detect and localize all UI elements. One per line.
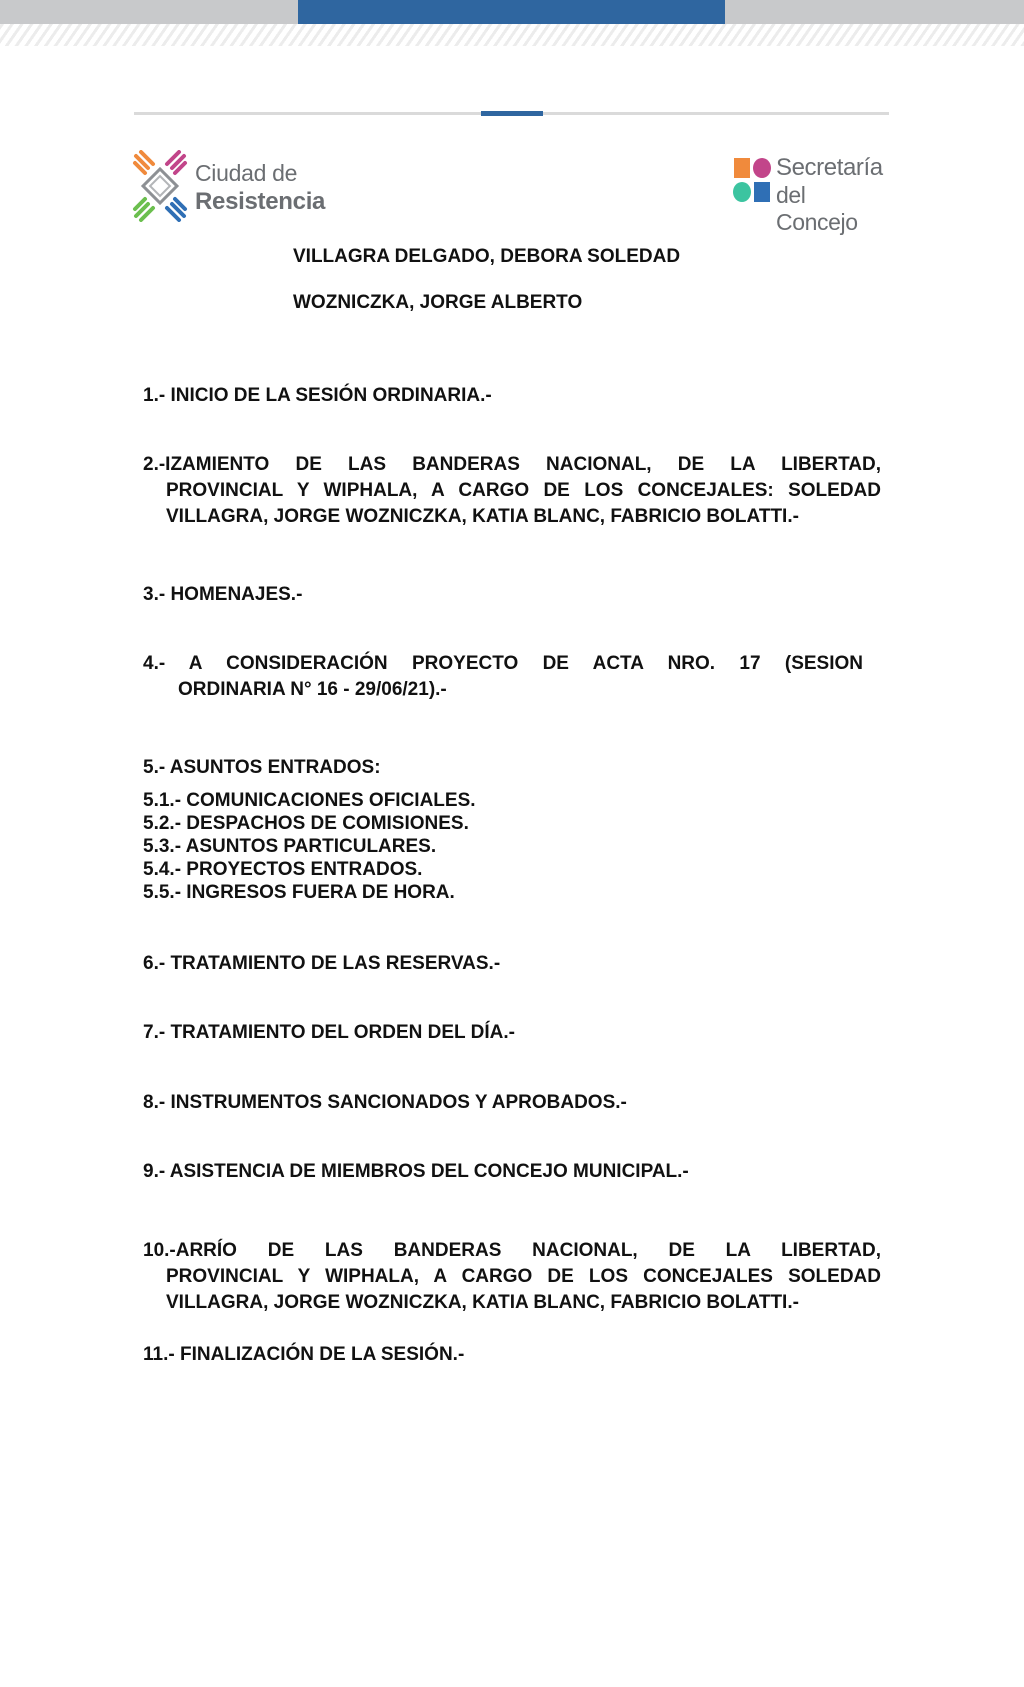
- logo-right-line1: Secretaría: [776, 154, 883, 181]
- agenda-item-6: 6.- TRATAMIENTO DE LAS RESERVAS.-: [143, 953, 501, 974]
- agenda-subitem: 5.3.- ASUNTOS PARTICULARES.: [143, 836, 437, 857]
- agenda-item-8: 8.- INSTRUMENTOS SANCIONADOS Y APROBADOS.-: [143, 1092, 627, 1113]
- agenda-item-4-line: ORDINARIA N° 16 - 29/06/21).-: [178, 679, 447, 700]
- logo-left-line1: Ciudad de: [195, 160, 298, 186]
- agenda-item-2: [143, 452, 881, 530]
- orange-square-icon: [734, 158, 750, 178]
- header-rule-accent: [481, 111, 543, 116]
- agenda-subitem: 5.4.- PROYECTOS ENTRADOS.: [143, 859, 423, 880]
- ciudad-de-resistencia-logo: [132, 150, 332, 226]
- teal-circle-icon: [733, 182, 751, 202]
- agenda-subitem: 5.5.- INGRESOS FUERA DE HORA.: [143, 882, 455, 903]
- agenda-item-5: 5.- ASUNTOS ENTRADOS:: [143, 757, 381, 778]
- agenda-item-2-line: PROVINCIAL Y WIPHALA, A CARGO DE LOS CONCEJALES: SOLEDAD: [166, 480, 881, 501]
- agenda-subitem: 5.2.- DESPACHOS DE COMISIONES.: [143, 813, 469, 834]
- agenda-item-7: 7.- TRATAMIENTO DEL ORDEN DEL DÍA.-: [143, 1022, 515, 1043]
- agenda-subitem: 5.1.- COMUNICACIONES OFICIALES.: [143, 790, 476, 811]
- header-rule: [134, 112, 889, 115]
- agenda-item-10-line: PROVINCIAL Y WIPHALA, A CARGO DE LOS CONCEJALES SOLEDAD: [166, 1266, 881, 1287]
- agenda-item-10-line: 10.-ARRÍO DE LAS BANDERAS NACIONAL, DE LA LIBERTAD,: [143, 1240, 881, 1261]
- logo-left-line2: Resistencia: [195, 188, 326, 215]
- agenda-item-9: 9.- ASISTENCIA DE MIEMBROS DEL CONCEJO MUNICIPAL.-: [143, 1161, 689, 1182]
- agenda-item-2-line: VILLAGRA, JORGE WOZNICZKA, KATIA BLANC, FABRICIO BOLATTI.-: [166, 506, 799, 527]
- agenda-item-3: 3.- HOMENAJES.-: [143, 584, 303, 605]
- top-bar-accent: [298, 0, 725, 24]
- agenda-item-4-line: 4.- A CONSIDERACIÓN PROYECTO DE ACTA NRO. 17 (SESION: [143, 653, 863, 674]
- agenda-item-10: [143, 1238, 881, 1316]
- logo-right-line2: del Concejo: [776, 182, 858, 235]
- resistencia-emblem-icon: [132, 150, 188, 222]
- attendee-name: WOZNICZKA, JORGE ALBERTO: [293, 292, 583, 313]
- agenda-item-5-subitems: [143, 789, 476, 904]
- top-decorative-bar: [0, 0, 1024, 24]
- agenda-item-2-line: 2.-IZAMIENTO DE LAS BANDERAS NACIONAL, DE LA LIBERTAD,: [143, 454, 881, 475]
- agenda-item-4: [143, 651, 863, 703]
- attendee-name: VILLAGRA DELGADO, DEBORA SOLEDAD: [293, 246, 681, 267]
- agenda-item-10-line: VILLAGRA, JORGE WOZNICZKA, KATIA BLANC, FABRICIO BOLATTI.-: [166, 1292, 799, 1313]
- blue-square-icon: [754, 182, 770, 202]
- secretaria-del-concejo-logo: [732, 154, 892, 235]
- hatched-band: [0, 24, 1024, 46]
- agenda-item-1: 1.- INICIO DE LA SESIÓN ORDINARIA.-: [143, 385, 492, 406]
- magenta-circle-icon: [753, 158, 771, 178]
- agenda-item-11: 11.- FINALIZACIÓN DE LA SESIÓN.-: [143, 1344, 465, 1365]
